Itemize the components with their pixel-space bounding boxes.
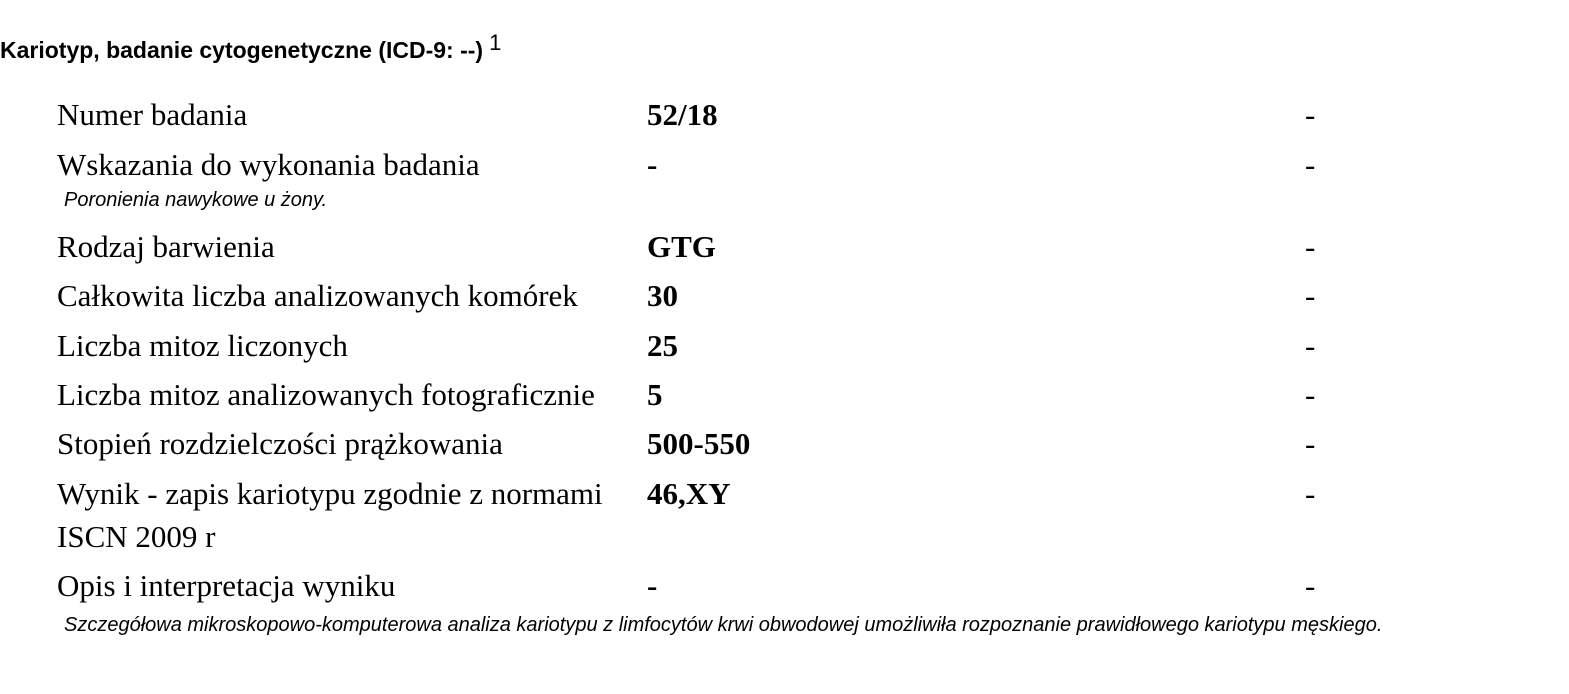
row-label: Wynik - zapis kariotypu zgodnie z normami xyxy=(57,476,603,511)
row-label: Wskazania do wykonania badania xyxy=(57,147,480,182)
row-label: Całkowita liczba analizowanych komórek xyxy=(57,278,578,313)
row-flag: - xyxy=(1305,377,1316,412)
title-footnote-marker: 1 xyxy=(489,30,502,55)
page-title xyxy=(0,30,502,65)
row-flag: - xyxy=(1305,97,1316,132)
row-label: Numer badania xyxy=(57,97,248,132)
row-value: 46,XY xyxy=(647,476,731,511)
row-flag: - xyxy=(1305,278,1316,313)
row-flag: - xyxy=(1305,568,1316,603)
row-label: Stopień rozdzielczości prążkowania xyxy=(57,426,503,461)
row-note: Poronienia nawykowe u żony. xyxy=(64,189,328,211)
row-value: 30 xyxy=(647,278,678,313)
row-flag: - xyxy=(1305,328,1316,363)
row-value: GTG xyxy=(647,229,716,264)
row-value: - xyxy=(647,147,658,182)
row-value: 5 xyxy=(647,377,663,412)
row-label-continuation: ISCN 2009 r xyxy=(57,519,216,554)
row-value: 25 xyxy=(647,328,678,363)
row-flag: - xyxy=(1305,476,1316,511)
title-text: Kariotyp, badanie cytogenetyczne (ICD-9: --) xyxy=(0,37,484,63)
row-flag: - xyxy=(1305,426,1316,461)
row-flag: - xyxy=(1305,229,1316,264)
row-value: - xyxy=(647,568,658,603)
row-value: 52/18 xyxy=(647,97,718,132)
row-flag: - xyxy=(1305,147,1316,182)
row-note: Szczegółowa mikroskopowo-komputerowa analiza kariotypu z limfocytów krwi obwodowej umożliwiła rozpoznanie prawidłowego kariotypu męskiego. xyxy=(64,614,1383,636)
row-label: Liczba mitoz liczonych xyxy=(57,328,348,363)
row-label: Rodzaj barwienia xyxy=(57,229,275,264)
row-value: 500-550 xyxy=(647,426,751,461)
row-label: Opis i interpretacja wyniku xyxy=(57,568,396,603)
row-label: Liczba mitoz analizowanych fotograficznie xyxy=(57,377,595,412)
